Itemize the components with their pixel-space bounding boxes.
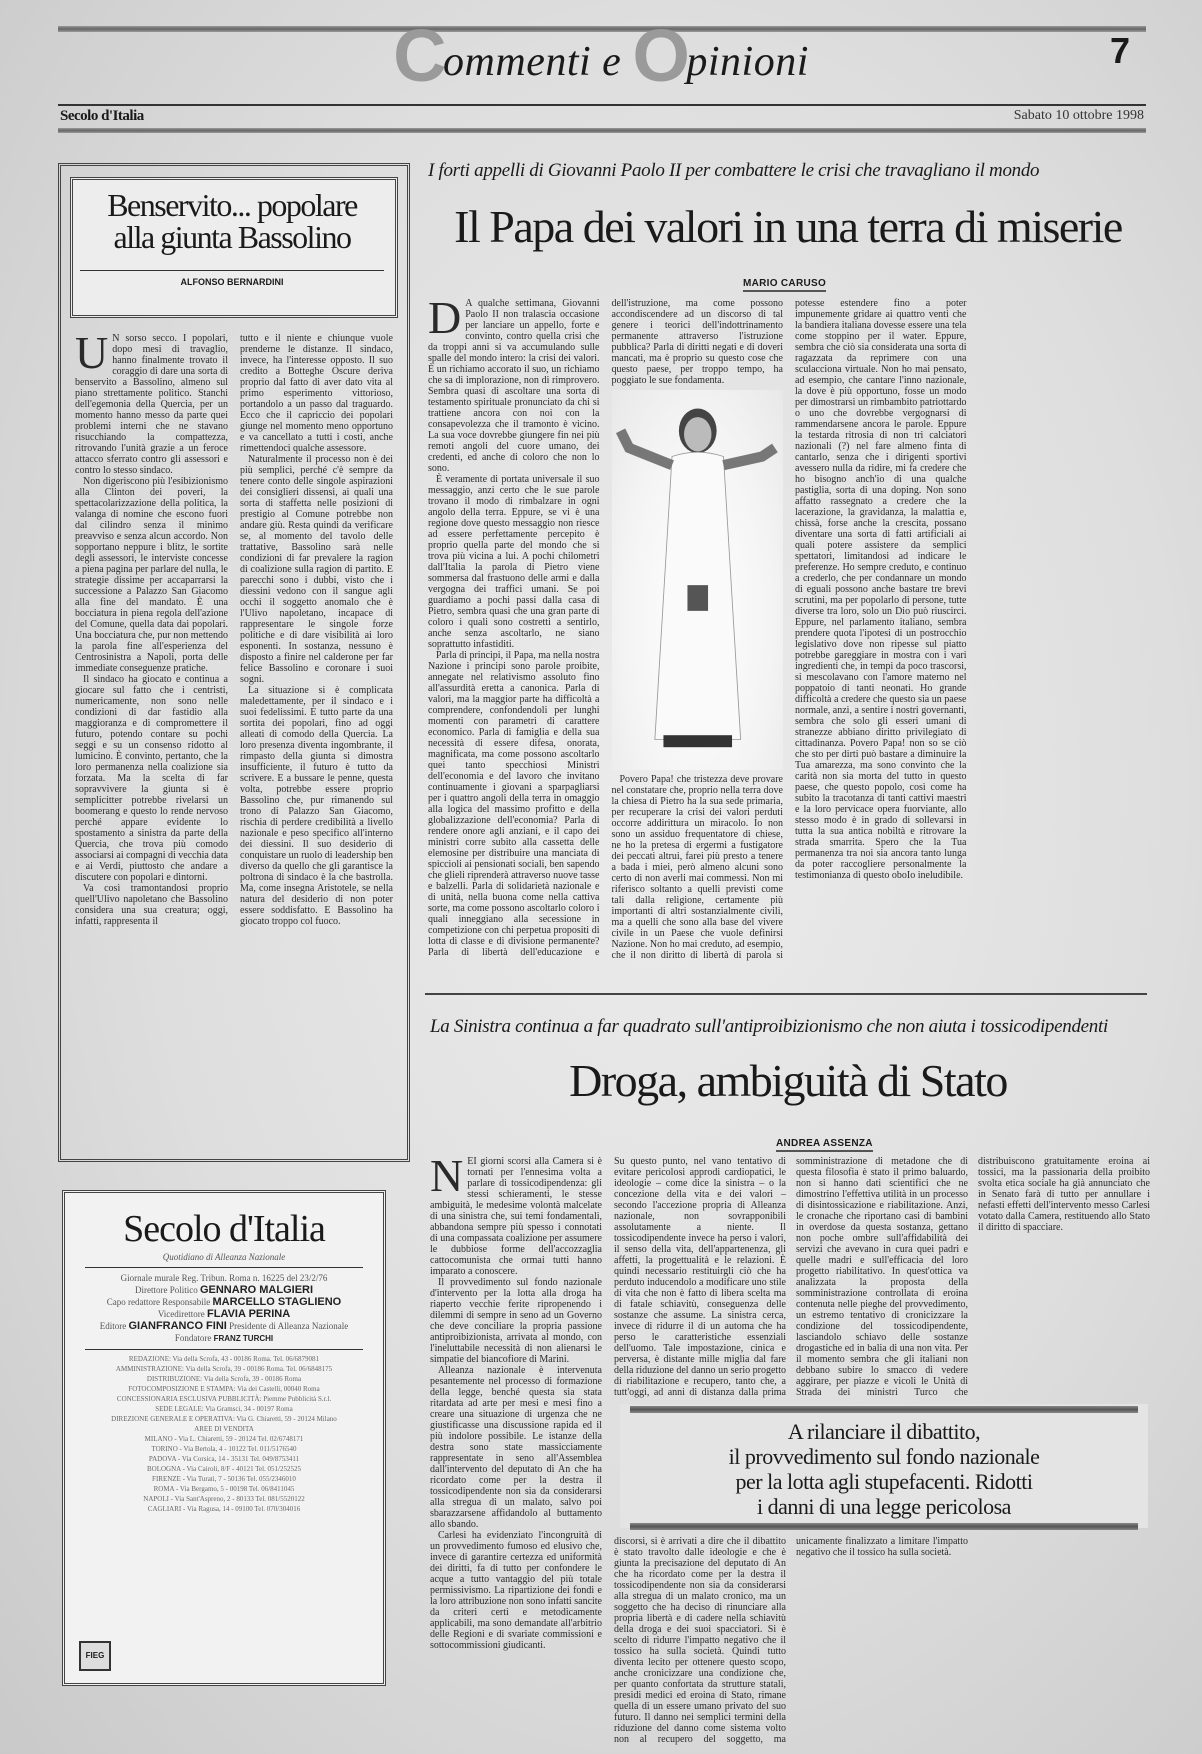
page-number: 7 bbox=[1110, 30, 1131, 71]
pull-quote-box bbox=[620, 1404, 1148, 1528]
pope-article-headline: Il Papa dei valori in una terra di miserie bbox=[454, 201, 1122, 252]
director: GENNARO MALGIERI bbox=[199, 1284, 314, 1296]
left-article-headline bbox=[72, 189, 392, 253]
left-article-col-2 bbox=[240, 333, 393, 927]
paragraph: A qualche settimana, Giovanni Paolo II non tralascia occasione per lanciare un appello, forte e convinto, contro quella crisi che da troppi anni si va accumulando sulle spalle del mondo intero: la crisi dei valori. È un richiamo accorato il suo, un richiamo che sa di implorazione, non di rimprovero. Sembra quasi di ascoltare una sorta di testamento spirituale pronunciato da chi si trattiene ancora con noi con la consapevolezza che il tramonto è vicino. La sua voce dovrebbe giungere fin nei più remoti angoli del cuore umano, dei credenti, ed anche di coloro che non lo sono. bbox=[428, 298, 600, 474]
vice-director: FLAVIA PERINA bbox=[207, 1308, 291, 1320]
masthead-detail-line: DIREZIONE GENERALE E OPERATIVA: Via G. Chiaretti, 59 - 20124 Milano bbox=[111, 1415, 337, 1423]
director-line bbox=[65, 1284, 383, 1296]
section-title bbox=[0, 14, 1202, 97]
owner: GIANFRANCO FINI bbox=[128, 1320, 227, 1332]
paragraph: È veramente di portata universale il suo messaggio, anzi certo che le sue parole trovano il modo di rimbalzare in ogni angolo della terra. Eppure, se vi è una regione dove questo messaggio non riesce ad essere perfettamente percepito è proprio quella parte del mondo che si trova più vicina a lui. A pochi chilometri dall'Italia la parola di Pietro viene sommersa dal frastuono delle armi e dalla vergogna dei traffici umani. Se poi guardiamo a pochi passi dalla casa di Pietro, sembra quasi che una gran parte di coloro i quali sono costretti a sentirlo, anche senza ascoltarlo, ne siano soprattutto infastiditi. bbox=[428, 474, 600, 650]
paragraph: Su questo punto, nel vano tentativo di evitare pericolosi approdi cardiopatici, le ideologie – come dice la sinistra – o la concezione della vita e dei valori – secondo l'accezione propria di Alleanza nazionale, non sovrapponibili assolutamente a niente. Il tossicodipendente invece ha perso i valori, il senso della vita, dell'appartenenza, gli affetti, la progettualità e le relazioni. È quindi necessario restituirgli ciò che ha perduto inducendolo a modificare uno stile di vita che non è fatto di libera scelta ma di fatale schiavitù, conseguenza delle sostanze che assume. La sinistra cerca, invece di ridurre il di un automa che ha perso le caratteristiche essenziali dell'uomo. Tale impostazione, cinica e perversa, è distante mille miglia dal fare della riduzione del danno un serio progetto di riabilitazione e recupero, tanto che, a tutt'oggi, ad anni di distanza dalla prima somministrazione di metadone che di questa filosofia è stato il primo baluardo, non si hanno dati scientifici che ne dimostrino l'effettiva utilità in un processo di disintossicazione e riabilitazione. Anzi, le cronache che riportano casi di bambini in overdose da questa sostanza, gettano non poche ombre sull'affidabilità dei servizi che avevano in cura quei padri e quelle madri e sull'efficacia del loro progetto riabilitativo. In quest'ottica va analizzata la proposta della somministrazione controllata di eroina contenuta nelle pieghe del provvedimento, un estremo tentativo di cronicizzare la condizione del tossicodipendente, lasciandolo schiavo delle sostanze drogastiche ed in balia di una non vita. Per il momento sembra che gli italiani non debbano subire lo smacco di vedere aggirare, per piazze e vicoli le Unità di Strada dei ministri Turco che distribuiscono gratuitamente eroina ai tossici, ma la passionaria della proibito svolta etica sociale ha già annunciato che in Senato farà di tutto per annullare i nefasti effetti dell'intervento messo Carlesi votato dalla Camera, restituendo allo Stato il diritto di spacciare. bbox=[614, 1156, 1150, 1398]
paragraph: Carlesi ha evidenziato l'incongruità di un provvedimento fumoso ed elusivo che, invece di garantire certezza ed uniformità dei diritti, fa di tutto per confondere le acque a tutto vantaggio del più totale permissivismo. La ripartizione dei fondi e la loro attribuzione non sono infatti sancite da criteri certi e metodicamente applicabili, ma sono demandate all'arbitrio delle Regioni e di svariate commissioni e sottocommissioni giudicanti. bbox=[430, 1530, 602, 1651]
masthead-detail-line: ROMA - Via Bergamo, 5 - 00198 Tel. 06/8411045 bbox=[153, 1485, 295, 1493]
masthead-details bbox=[65, 1354, 383, 1514]
masthead-detail-line: MILANO - Via L. Chiaretti, 59 - 20124 Tel. 02/6748171 bbox=[144, 1435, 304, 1443]
pull-quote-line: A rilanciare il dibattito, bbox=[787, 1419, 981, 1444]
paragraph: Naturalmente il processo non è dei più semplici, perché c'è sempre da tenere conto delle singole aspirazioni dei consiglieri dissensi, ai quali una sorta di staffetta nelle posizioni di prestigio al Comune potrebbe non andare giù. Resta quindi da verificare se, al momento del tavolo delle trattative, Bassolino sarà nelle condizioni di far prevalere la ragion di coalizione sulla ragion di partito. E parecchi sono i dubbi, visto che i diessini vedono con il sangue agli occhi il soggetto anomalo che è l'Ulivo napoletano, incapace di rappresentare le singole forze politiche e di dare visibilità ai loro esponenti. In sostanza, nessuno è disposto a finire nel calderone per far felice Bassolino e coronare i suoi sogni. bbox=[240, 454, 393, 685]
left-headline-rule bbox=[80, 270, 384, 271]
divider bbox=[85, 1267, 363, 1268]
owner-line bbox=[65, 1320, 383, 1332]
divider bbox=[85, 1349, 363, 1350]
fieg-logo: FIEG bbox=[79, 1641, 111, 1671]
masthead-detail-line: REDAZIONE: Via della Scrofa, 43 - 00186 Roma. Tel. 06/6879081 bbox=[128, 1355, 320, 1363]
masthead-detail-line: FOTOCOMPOSIZIONE E STAMPA: Via dei Castelli, 00040 Roma bbox=[128, 1385, 320, 1393]
pull-quote-line: il provvedimento sul fondo nazionale bbox=[728, 1444, 1040, 1469]
masthead-detail-line: TORINO - Via Bertola, 4 - 10122 Tel. 011/5176540 bbox=[151, 1445, 297, 1453]
drug-article-upper-cols bbox=[614, 1156, 1150, 1398]
pope-article-kicker: I forti appelli di Giovanni Paolo II per combattere le crisi che travagliano il mondo bbox=[428, 160, 1040, 181]
drug-article-author: ANDREA ASSENZA bbox=[776, 1138, 873, 1152]
founder: FRANZ TURCHI bbox=[213, 1334, 274, 1343]
vice-line bbox=[65, 1308, 383, 1320]
section-title-part: pinioni bbox=[686, 39, 809, 85]
owner-role: Presidente di Alleanza Nazionale bbox=[229, 1321, 349, 1331]
drug-article-lower-cols bbox=[614, 1536, 1150, 1746]
paragraph: Povero Papa! che tristezza deve provare nel constatare che, proprio nella terra dove la chiesa di Pietro ha la sua sede primaria, per recuperare la crisi dei valori perduti occorre addirittura un miracolo. Io non sono un assiduo frequentatore di chiese, ne ho la pretesa di ergermi a fustigatore dei peccati altrui, farei più presto a tenere a bada i miei, però almeno alcuni sono certo di non averli mai commessi. Non mi riferisco soltanto a quelli previsti come tali dalla religione, certamente più importanti di altri sostanzialmente civili, ma a quelli che sono alla base del vivere civile in un Paese che vuole definirsi Nazione. Non ho mai creduto, ad esempio, che il non diritto di libertà di parola si potesse estendere fino a poter impunemente gridare ai quattro venti che la bandiera italiana dovesse essere una tela come stoppino per il water. Eppure, sembra che ciò sia considerata una sorta di ragazzata da reprimere con una sculacciona virtuale. Non ho mai pensato, ad esempio, che cantare l'inno nazionale, la dove è più opportuno, fosse un modo per dimostrarsi un rimbambito patriottardo o uno che dovrebbe vergognarsi di rammendarsene ancora le parole. Eppure la testarda ritrosia di non tri calciatori nazionali (?) nel fare almeno finta di cantarlo, senza che i dirigenti sportivi avessero nulla da ridire, mi fa credere che ho bisogno anch'io di una qualche pastiglia, sorta di una doping. Non sono affatto rassegnato a credere che la lacerazione, la gravidanza, la malattia e, chissà, forse anche la crescita, possano diventare una sorta di fatti artificiali ai quali potere assistere da semplici spettatori, limitandosi ad indicare le preferenze. Ho sempre creduto, e continuo a crederlo, che per condannare un mondo di eguali possono anche bastare tre brevi scrutini, ma per popolarlo di persone, tutte diverse tra loro, solo un Dio può riuscirci. Eppure, nel parlamento italiano, sembra prendere quota l'ipotesi di un postrocchio legislativo dove non ripesse sul piatto potrebbe gareggiare in mostra con i vari ingredienti che, in tempi da poco trascorsi, si mescolavano con l'amore materno nel poppatoio di tanti neonati. Ho grande difficoltà a credere che questo sia un paese normale, anzi, a sentire i nostri governanti, sembra che solo gli esseri umani di stranezze abbiano diritto privilegiato di cittadinanza. Povero Papa! non so se ciò che sto per dirti può bastare a diminuire la Tua amarezza, ma sono convinto che la carità non sia morta del tutto in questo paese, che questo popolo, così come ha subito la tracotanza di tanti cattivi maestri e la loro pervicace opera fuorviante, allo stesso modo è in grado di sollevarsi in tutta la sua antica nobiltà e ritrovare la strada smarrita. Spero che la Tua permanenza tra noi sia ancora tanto lunga da poter raccogliere personalmente la testimonianza di questo oboIo ineludibile. bbox=[611, 298, 967, 961]
paragraph: Non digeriscono più l'esibizionismo alla Clinton dei poveri, la spettacolarizzazione della politica, la valanga di nomine che escono fuori dal cilindro senza il minimo preavviso e senza alcun accordo. Non sopportano neppure i blitz, le sortite degli assessori, le interviste concesse a piena pagina per parlare del nulla, le strategie dissime per accaparrarsi la successione a Palazzo San Giacomo alla fine del mandato. È una bocciatura in piena regola dell'azione del Comune, quella data dai popolari. Una bocciatura che, pur non mettendo la parola fine all'esperienza del Centrosinistra a Napoli, porta delle immediate conseguenze pratiche. bbox=[75, 476, 228, 674]
section-divider bbox=[425, 993, 1147, 995]
label: Direttore Politico bbox=[134, 1285, 198, 1295]
editor: MARCELLO STAGLIENO bbox=[212, 1296, 342, 1308]
dropcap: D bbox=[428, 292, 462, 343]
headline-line: alla giunta Bassolino bbox=[113, 219, 351, 255]
masthead-detail-line: PADOVA - Via Corsica, 14 - 35131 Tel. 049/8753411 bbox=[148, 1455, 300, 1463]
headline-line: Benservito... popolare bbox=[107, 187, 357, 223]
pull-quote-bar bbox=[630, 1406, 1138, 1413]
registration: Giornale murale Reg. Tribun. Roma n. 16225 del 23/2/76 bbox=[120, 1273, 328, 1283]
pope-photo bbox=[612, 390, 784, 770]
paragraph: N sorso secco. I popolari, dopo mesi di travaglio, hanno finalmente trovato il coraggio di dare una sorta di benservito a Bassolino, almeno sul piano strettamente politico. Stanchi dell'egemonia della Quercia, per un momento hanno messo da parte quei problemi interni che ne stavano risucchiando la compattezza, ritrovando l'unità grazie a un feroce attacco sferrato contro gli assessori e contro lo stesso sindaco. bbox=[75, 333, 228, 476]
section-title-part: ommenti e bbox=[443, 39, 633, 85]
paragraph: Il provvedimento sul fondo nazionale d'intervento per la lotta alla droga ha riaperto vecchie ferite ripropenendo i dilemmi di sempre in seno ad un Governo che deve conciliare la propria passione antiproibizionista, arrivata al mondo, con l'ineluttabile necessità di non alienarsi le simpatie del biancofiore di Marini. bbox=[430, 1277, 602, 1365]
drug-article-headline: Droga, ambiguità di Stato bbox=[569, 1055, 1007, 1106]
section-title-initial: O bbox=[632, 14, 691, 97]
pope-figure-icon bbox=[612, 390, 784, 770]
masthead-detail-line: CONCESSIONARIA ESCLUSIVA PUBBLICITÀ: Piemme Pubblicità S.r.l. bbox=[116, 1395, 332, 1403]
pope-article-body bbox=[428, 292, 1150, 968]
pull-quote-line: i danni di una legge pericolosa bbox=[757, 1494, 1011, 1519]
paper-name: Secolo d'Italia bbox=[60, 108, 144, 124]
pull-quote bbox=[620, 1419, 1148, 1519]
label: Vicedirettore bbox=[157, 1309, 205, 1319]
header-rule-bottom bbox=[58, 128, 1146, 133]
left-article-col-1 bbox=[75, 327, 228, 927]
drug-article-col-1 bbox=[430, 1150, 602, 1651]
pull-quote-line: per la lotta agli stupefacenti. Ridotti bbox=[735, 1469, 1033, 1494]
paragraph: Il sindaco ha giocato e continua a giocare sul fatto che i centristi, numericamente, non sono nelle condizioni di dar fastidio alla maggioranza e di compromettere il futuro, potendo contare su pochi seggi e su un consenso ridotto al lumicino. È convinto, pertanto, che la loro permanenza nella coalizione sia forzata. Ma la scelta di far sopravvivere la giunta si è semplicitter potrebbe rivelarsi un boomerang e questo lo rende nervoso perché appare evidente lo spostamento a sinistra da parte della Quercia, che trova più comodo associarsi ai compagni di vecchia data e ai Verdi, piuttosto che andare a discutere con popolari e dintorni. bbox=[75, 674, 228, 883]
label: Fondatore bbox=[174, 1333, 212, 1343]
paragraph: Parla di principi, il Papa, ma nella nostra Nazione i principi sono parole proibite, annegate nel relativismo assoluto fino all'assurdità eretta a canonica. Parla di valori, ma la maggior parte ha difficoltà a comprendere, confondendoli per lunghi momenti con parametri di carattere economico. Parla di famiglia e della sua necessità di essere difesa, onorata, magnificata, ma come possono ascoltarlo quei tanto specchiosi Ministri dell'economia e del lavoro che invitano continuamente i giovani a sparpagliarsi per i quattro angoli della terra in omaggio alla logica del massimo profitto e della globalizzazione dell'economia? Parla di rendere onore agli anziani, e il capo dei ministri corre subito alla cassetta delle elemosine per distribuire una manciata di spiccioli ai pensionati sociali, ben sapendo che glieli riprenderà attraverso nuove tasse e balzelli. Parla di solidarietà nazionale e di unità, nella buona come nella cattiva sorte, ma come possono ascoltarlo coloro i quali inneggiano alla secessione in competizione con chi perpetua propositi di lotta di classe e di divisione permanente? Parla di libertà dell'educazione e dell'istruzione, ma come possono accondiscendere ad un discorso di tal genere i teorici dell'indottrinamento permanente attraverso l'istruzione pubblica? Parla di diritti negati e di doveri mancati, ma è proprio su questo cose che questo paese, per troppo tempo, ha poggiato le sue fondamenta. bbox=[428, 298, 783, 958]
section-title-initial: C bbox=[393, 14, 448, 97]
masthead-detail-line: BOLOGNA - Via Cairoli, 8/F - 40121 Tel. 051/252525 bbox=[147, 1465, 301, 1473]
left-article-author: ALFONSO BERNARDINI bbox=[180, 277, 284, 287]
masthead-tagline: Quotidiano di Alleanza Nazionale bbox=[162, 1252, 286, 1262]
masthead-detail-line: DISTRIBUZIONE: Via della Scrofa, 39 - 00186 Roma bbox=[146, 1375, 302, 1383]
paragraph: EI giorni scorsi alla Camera si è tornati per l'ennesima volta a parlare di tossicodipendenza: gli stessi schieramenti, le stesse ambiguità, le medesime volontà malcelate di una sinistra che, sui temi fondamentali, abbandona sempre più spesso i connotati di una compassata coalizione per assumere le dubbiose forme dell'accozzaglia cattocomunista che ormai tutti hanno imparato a conoscere. bbox=[430, 1156, 602, 1277]
editor-line bbox=[65, 1296, 383, 1308]
label: Capo redattore Responsabile bbox=[106, 1297, 211, 1307]
masthead-detail-line: CAGLIARI - Via Ragusa, 14 - 09100 Tel. 070/304016 bbox=[147, 1505, 301, 1513]
label: Editore bbox=[99, 1321, 127, 1331]
issue-date: Sabato 10 ottobre 1998 bbox=[1013, 108, 1144, 123]
dropcap: N bbox=[430, 1150, 464, 1201]
paragraph: Alleanza nazionale è intervenuta pesantemente nel processo di formazione della legge, benché questa sia stata ritardata ad arte per mesi e mesi fino a creare una situazione di urgenza che ne giustificasse una discussione rapida ed il più indolore possibile. Le istanze della destra sono state massicciamente rappresentate in seno all'Assemblea dall'intervento del deputato di An che ha ricordato come per la destra il tossicodipendente non sia da considerarsi alla stregua di un malato, salvo poi sbarazzarsene affidandolo al buttamento allo sbando. bbox=[430, 1365, 602, 1530]
masthead-detail-line: SEDE LEGALE: Via Gramsci, 34 - 00197 Roma bbox=[155, 1405, 293, 1413]
pull-quote-bar bbox=[630, 1523, 1138, 1530]
drug-article-kicker: La Sinistra continua a far quadrato sull'antiproibizionismo che non aiuta i tossicodipendenti bbox=[430, 1016, 1108, 1037]
masthead-name: Secolo d'Italia bbox=[123, 1208, 325, 1250]
masthead-detail-line: AREE DI VENDITA bbox=[194, 1425, 254, 1433]
masthead-detail-line: AMMINISTRAZIONE: Via della Scrofa, 39 - 00186 Roma. Tel. 06/6848175 bbox=[115, 1365, 333, 1373]
masthead-box bbox=[62, 1190, 386, 1686]
masthead-detail-line: FIRENZE - Via Turati, 7 - 50136 Tel. 055/2346010 bbox=[152, 1475, 296, 1483]
header-rule bbox=[58, 104, 1146, 106]
paragraph: Va così tramontandosi proprio quell'Ulivo napoletano che Bassolino considera una sua creatura; oggi, infatti, rappresenta il bbox=[75, 883, 228, 927]
masthead-detail-line: NAPOLI - Via Sant'Aspreno, 2 - 80133 Tel. 081/5520122 bbox=[143, 1495, 305, 1503]
paragraph: discorsi, si è arrivati a dire che il dibattito è stato travolto dalle ideologie e che è giunta la precisazione del deputato di An che ha ricordato come per la destra il tossicodipendente non sia da considerarsi alla stregua di un malato cronico, ma un soggetto che ha deciso di rinunciare alla propria libertà e di cadere nella schiavitù della droga e dei suoi spacciatori. Si è scelto di ridurre l'impatto negativo che il tossico ha sulla società. Quindi tutto diventa lecito per ottenere questo scopo, anche cronicizzare una condizione che, per quanto confortata da strutture statali, presidi medici ed eroina di Stato, rimane quella di un essere umano privato del suo futuro. Il danno nei semplici termini della riduzione del danno come sistema volto non al recupero del soggetto, ma unicamente finalizzato a limitare l'impatto negativo che il tossico ha sulla società. bbox=[614, 1536, 968, 1745]
dropcap: U bbox=[75, 327, 109, 378]
pope-article-author: MARIO CARUSO bbox=[743, 278, 826, 292]
founder-line bbox=[65, 1332, 383, 1345]
paragraph: La situazione si è complicata maledettamente, per il sindaco e i suoi fedelissimi. E tutto parte da una sortita dei popolari, fino ad oggi alleati di comodo della Quercia. La loro presenza diventa ingombrante, il rimpasto della giunta si dimostra insufficiente, il futuro è tutto da scrivere. E a bussare le penne, questa volta, potrebbe essere proprio Bassolino che, pur rimanendo sul trono di Palazzo San Giacomo, rischia di perdere credibilità a livello nazionale e peso specifico all'interno dei diessini. Il suo desiderio di conquistare un ruolo di leadership ben diverso da quello che gli garantisce la poltrona di sindaco è la che bastrolla. Ma, come insegna Aristotele, se nella natura del desiderio di non poter essere soddisfatto. E Bassolino ha giocato troppo col fuoco. bbox=[240, 685, 394, 927]
top-rule bbox=[58, 26, 1146, 32]
paragraph: tutto e il niente e chiunque vuole prenderne le distanze. Il sindaco, invece, ha l'interesse opposto. Il suo credito a Botteghe Oscure deriva proprio dal fatto di aver dato vita al primo esperimento vittorioso, portandolo a un passo dal traguardo. Ecco che il capriccio dei popolari giunge nel momento meno opportuno e va cancellato a tutti i costi, anche rimettendoci qualche assessore. bbox=[240, 333, 393, 454]
